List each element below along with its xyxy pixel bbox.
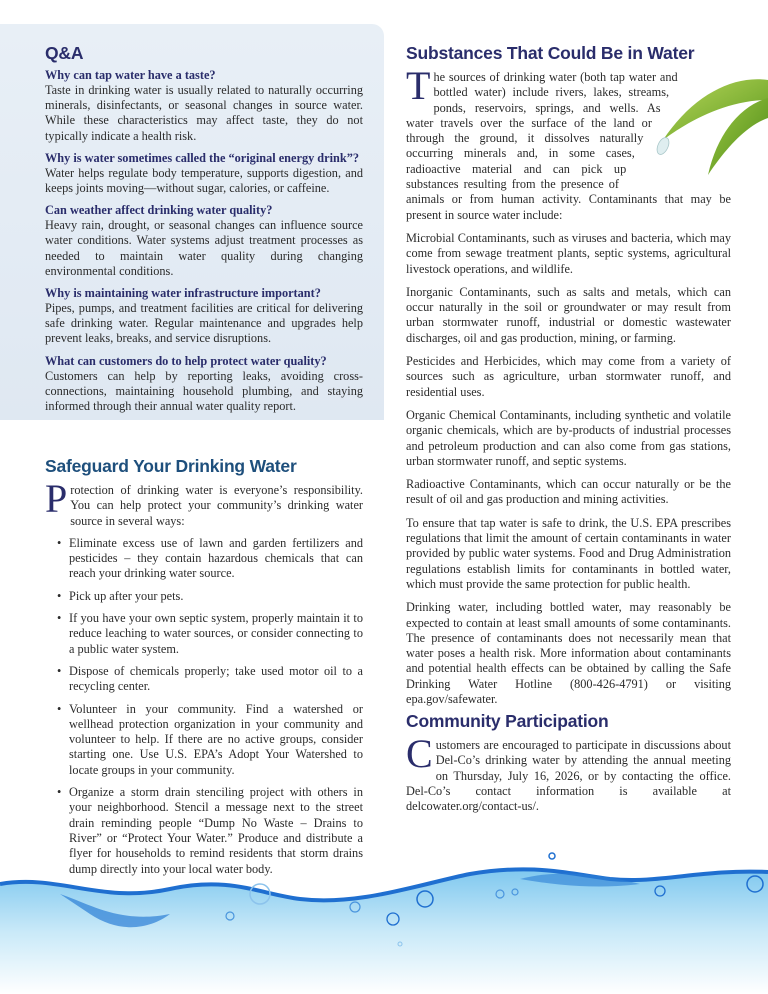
community-text-body: ustomers are encouraged to participate in discussions about Del-Co’s drinking water by attending the annual meeting on Thursday, July 16, 2026, or by contacting the office. Del-Co’s contact information is available at delcowater.org/contact-us/. bbox=[406, 738, 731, 814]
list-item: • Dispose of chemicals properly; take used motor oil to a recycling center. bbox=[57, 664, 363, 695]
qa-question: Why is maintaining water infrastructure important? bbox=[45, 286, 321, 301]
community-section bbox=[406, 710, 731, 814]
substance-paragraph: Organic Chemical Contaminants, including synthetic and volatile organic chemicals, which are by-products of industrial processes and petroleum production and can also come from gas stations, urban stormwater runoff, and septic systems. bbox=[406, 407, 731, 468]
safeguard-intro bbox=[45, 476, 363, 529]
substances-intro-text: he sources of drinking water (both tap water and bottled water) include rivers, lakes, streams, ponds, reservoirs, springs, and wells. As water travels over the surface of the land or through the ground, it dissolves naturally occurring minerals and, in some cases, radioactive material and can pick up substances resulting from the presence of animals or from human activity. Contaminants that may be present in source water include: bbox=[406, 70, 731, 222]
qa-question: Why can tap water have a taste? bbox=[45, 68, 216, 82]
safeguard-intro-text: rotection of drinking water is everyone’s responsibility. You can help protect your community’s drinking water source in several ways: bbox=[70, 483, 363, 528]
list-item: • Volunteer in your community. Find a watershed or wellhead protection organization in your community and volunteer to help. If there are no active groups, consider starting one. Use U.S. EPA’s Adopt Your Watershed to locate groups in your community. bbox=[57, 702, 363, 778]
qa-answer: Water helps regulate body temperature, supports digestion, and keeps joints moving—without sugar, calories, or caffeine. bbox=[45, 165, 363, 196]
substance-paragraph: To ensure that tap water is safe to drink, the U.S. EPA prescribes regulations that limit the amount of certain contaminants in water provided by public water systems. Food and Drug Administration regulations establish limits for contaminants in bottled water, which must provide the same protection for public health. bbox=[406, 515, 731, 591]
community-title: Community Participation bbox=[406, 711, 609, 731]
community-text bbox=[406, 731, 731, 814]
substance-paragraph: Inorganic Contaminants, such as salts and metals, which can occur naturally in the soil or groundwater or may result from urban stormwater runoff, industrial or domestic wastewater discharges, oil and gas production, mining, or farming. bbox=[406, 284, 731, 345]
substance-paragraph: Microbial Contaminants, such as viruses and bacteria, which may come from sewage treatment plants, septic systems, agricultural livestock operations, and wildlife. bbox=[406, 230, 731, 276]
qa-question: Can weather affect drinking water quality? bbox=[45, 203, 273, 218]
water-image bbox=[0, 844, 768, 994]
dropcap: C bbox=[406, 731, 433, 776]
qa-title: Q&A bbox=[45, 43, 84, 63]
dropcap: T bbox=[406, 63, 431, 108]
qa-answer: Customers can help by reporting leaks, avoiding cross-connections, maintaining household plumbing, and staying informed through their annual water quality report. bbox=[45, 368, 363, 414]
safeguard-list bbox=[45, 536, 363, 877]
substance-paragraph: Radioactive Contaminants, which can occur naturally or be the result of oil and gas production and mining activities. bbox=[406, 477, 731, 507]
qa-section bbox=[45, 42, 363, 414]
list-item: • Eliminate excess use of lawn and garden fertilizers and pesticides – they contain hazardous chemicals that can reach your drinking water source. bbox=[57, 536, 363, 582]
substance-paragraph: Drinking water, including bottled water, may reasonably be expected to contain at least small amounts of some contaminants. The presence of contaminants does not necessarily mean that water poses a health risk. More information about contaminants and potential health effects can be obtained by calling the Safe Drinking Water Hotline (800-426-4791) or visiting epa.gov/safewater. bbox=[406, 600, 731, 706]
substances-intro bbox=[406, 63, 731, 223]
substance-paragraph: Pesticides and Herbicides, which may come from a variety of sources such as agriculture, urban stormwater runoff, and residential uses. bbox=[406, 354, 731, 399]
qa-question: Why is water sometimes called the “original energy drink”? bbox=[45, 150, 359, 165]
safeguard-section bbox=[45, 455, 363, 884]
substances-title: Substances That Could Be in Water bbox=[406, 43, 695, 63]
dropcap: P bbox=[45, 476, 68, 521]
list-item: • Pick up after your pets. bbox=[57, 589, 363, 604]
substances-section bbox=[406, 42, 731, 707]
list-item: • If you have your own septic system, properly maintain it to reduce leaching to water sources, or consider connecting to a public water system. bbox=[57, 611, 363, 657]
qa-question: What can customers do to help protect water quality? bbox=[45, 353, 327, 368]
qa-answer: Taste in drinking water is usually related to naturally occurring minerals, disinfectants, or seasonal changes in source water. While these characteristics may affect taste, they do not typically indicate a health risk. bbox=[45, 83, 363, 143]
safeguard-title: Safeguard Your Drinking Water bbox=[45, 456, 297, 476]
qa-answer: Pipes, pumps, and treatment facilities are critical for delivering safe drinking water. Regular maintenance and upgrades help prevent leaks, breaks, and service disruptions. bbox=[45, 301, 363, 346]
list-item: • Organize a storm drain stenciling project with others in your neighborhood. Stencil a message next to the street drain reminding people “Dump No Waste – Drains to River” or “Protect Your Water.” Produce and distribute a flyer for households to remind residents that storm drains dump directly into your local water body. bbox=[57, 785, 363, 877]
qa-answer: Heavy rain, drought, or seasonal changes can influence source water conditions. Water systems adjust treatment processes as needed to maintain water quality during changing environmental conditions. bbox=[45, 218, 363, 278]
